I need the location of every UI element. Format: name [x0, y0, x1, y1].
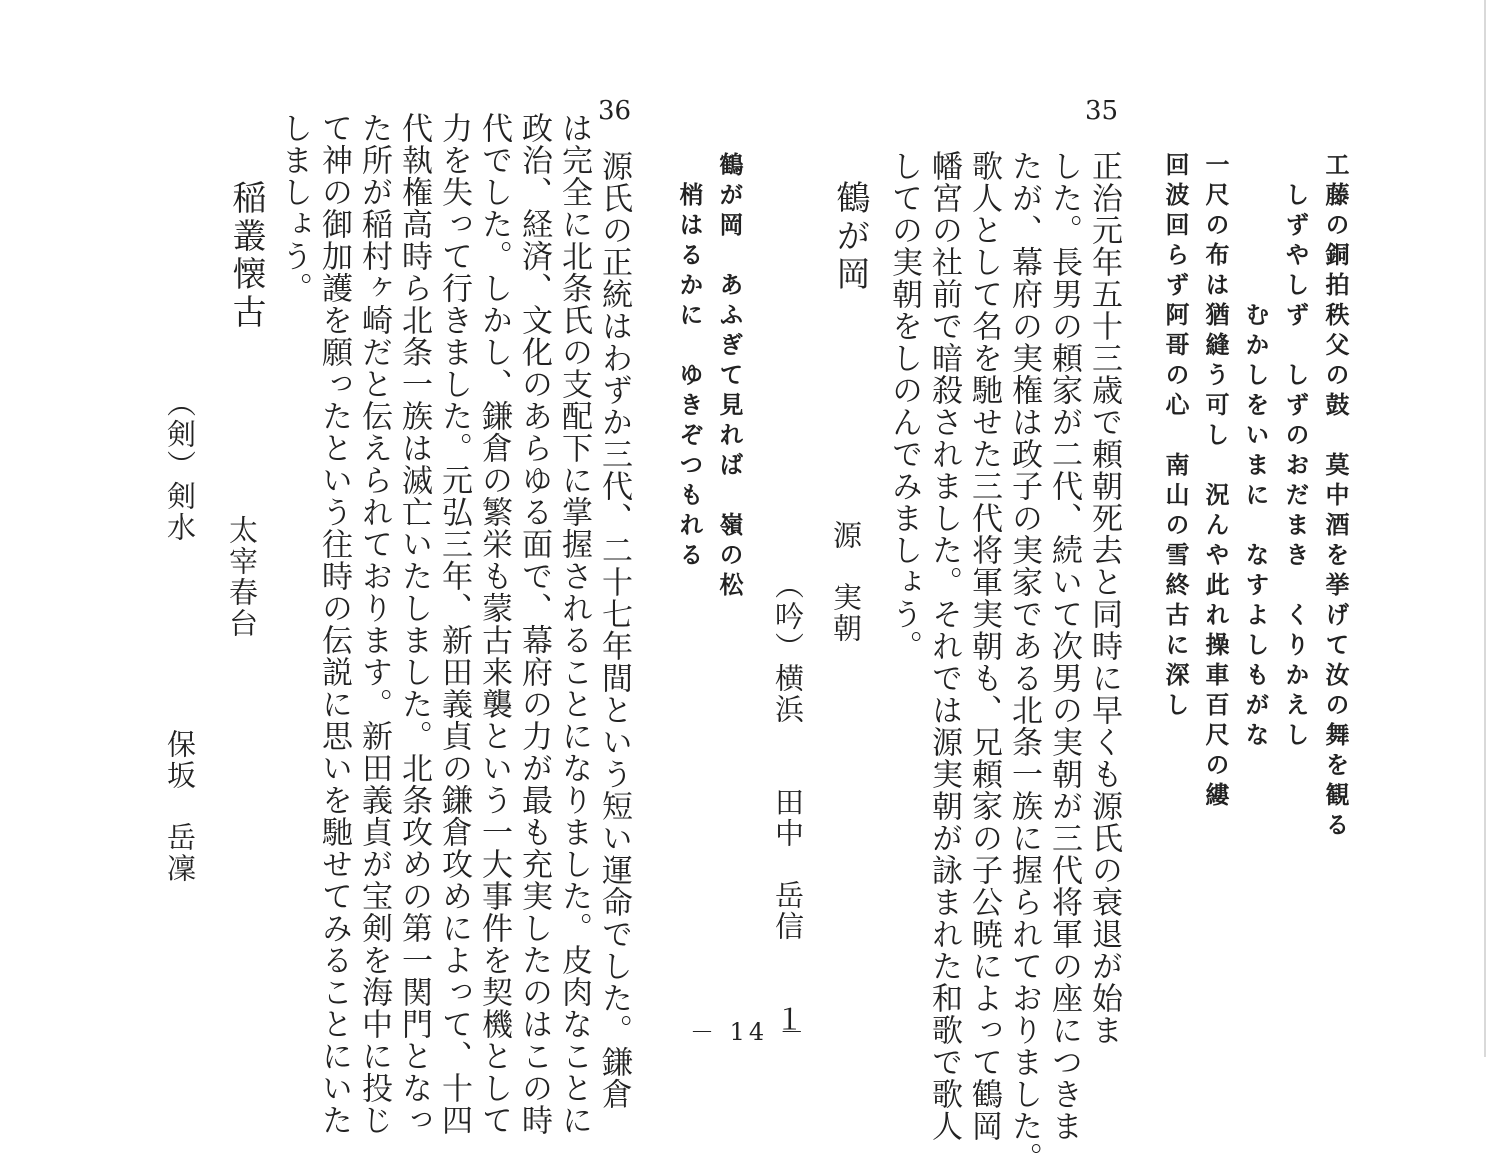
section-36-number: 36	[598, 96, 632, 126]
section-36-line-1: 源氏の正統はわずか三代、二十七年間という短い運命でした。鎌倉	[596, 150, 632, 1110]
section-36-performer: （剣）剣水 保坂 岳凜	[163, 388, 197, 884]
section-35-line-4: 歌人として名を馳せた三代将軍実朝も、兄頼家の子公暁によって鶴岡	[966, 150, 1002, 1142]
section-35-line-3: たが、幕府の実権は政子の実家である北条一族に握られておりました。	[1006, 150, 1042, 1174]
section-35-reciter: （吟）横浜 田中 岳信 １	[771, 570, 805, 1035]
poem-line-3: むかしをいまに なすよしもがな	[1241, 152, 1269, 752]
section-36-line-6: 代執権高時ら北条一族は滅亡いたしました。北条攻めの第一関門となっ	[396, 112, 432, 1136]
section-35-line-6: しての実朝をしのんでみましょう。	[886, 150, 922, 662]
page-number: － 14 －	[690, 1018, 808, 1046]
poem-line-2: しずやしず しずのおだまき くりかえし	[1281, 152, 1309, 752]
section-35-line-2: した。長男の頼家が二代、続いて次男の実朝が三代将軍の座につきま	[1046, 150, 1082, 1142]
section-36-title: 稲叢懐古	[226, 180, 266, 332]
section-35-title: 鶴が岡	[830, 180, 870, 294]
section-36-line-4: 代でした。しかし、鎌倉の繁栄も蒙古来襲という一大事件を契機として	[476, 112, 512, 1136]
poem-line-4: 一尺の布は猶縫う可し 況んや此れ操車百尺の縷	[1201, 152, 1229, 812]
section-35-line-5: 幡宮の社前で暗殺されました。それでは源実朝が詠まれた和歌で歌人	[926, 150, 962, 1142]
section-36-line-9: しましょう。	[276, 112, 312, 304]
section-36-line-3: 政治、経済、文化のあらゆる面で、幕府の力が最も充実したのはこの時	[516, 112, 552, 1136]
section-35-number: 35	[1085, 96, 1119, 126]
section-35-line-1: 正治元年五十三歳で頼朝死去と同時に早くも源氏の衰退が始ま	[1086, 150, 1122, 1046]
section-35-poem-line-2: 梢はるかに ゆきぞつもれる	[675, 152, 703, 572]
section-36-line-5: 力を失って行きました。元弘三年、新田義貞の鎌倉攻めによって、十四	[436, 112, 472, 1136]
poem-line-5: 回波回らず阿哥の心 南山の雪終古に深し	[1161, 152, 1189, 722]
section-35-author: 源 実朝	[829, 520, 863, 644]
scan-edge-line	[1484, 0, 1486, 1057]
section-36-author: 太宰春台	[225, 515, 259, 639]
section-36-line-8: て神の御加護を願ったという往時の伝説に思いを馳せてみることにいた	[316, 112, 352, 1136]
section-36-line-7: た所が稲村ヶ崎だと伝えられております。新田義貞が宝剣を海中に投じ	[356, 112, 392, 1136]
section-35-poem-line-1: 鶴が岡 あふぎて見れば 嶺の松	[715, 152, 743, 602]
poem-line-1: 工藤の銅拍秩父の鼓 莫中酒を挙げて汝の舞を観る	[1321, 152, 1349, 842]
section-36-line-2: は完全に北条氏の支配下に掌握されることになりました。皮肉なことに	[556, 112, 592, 1136]
